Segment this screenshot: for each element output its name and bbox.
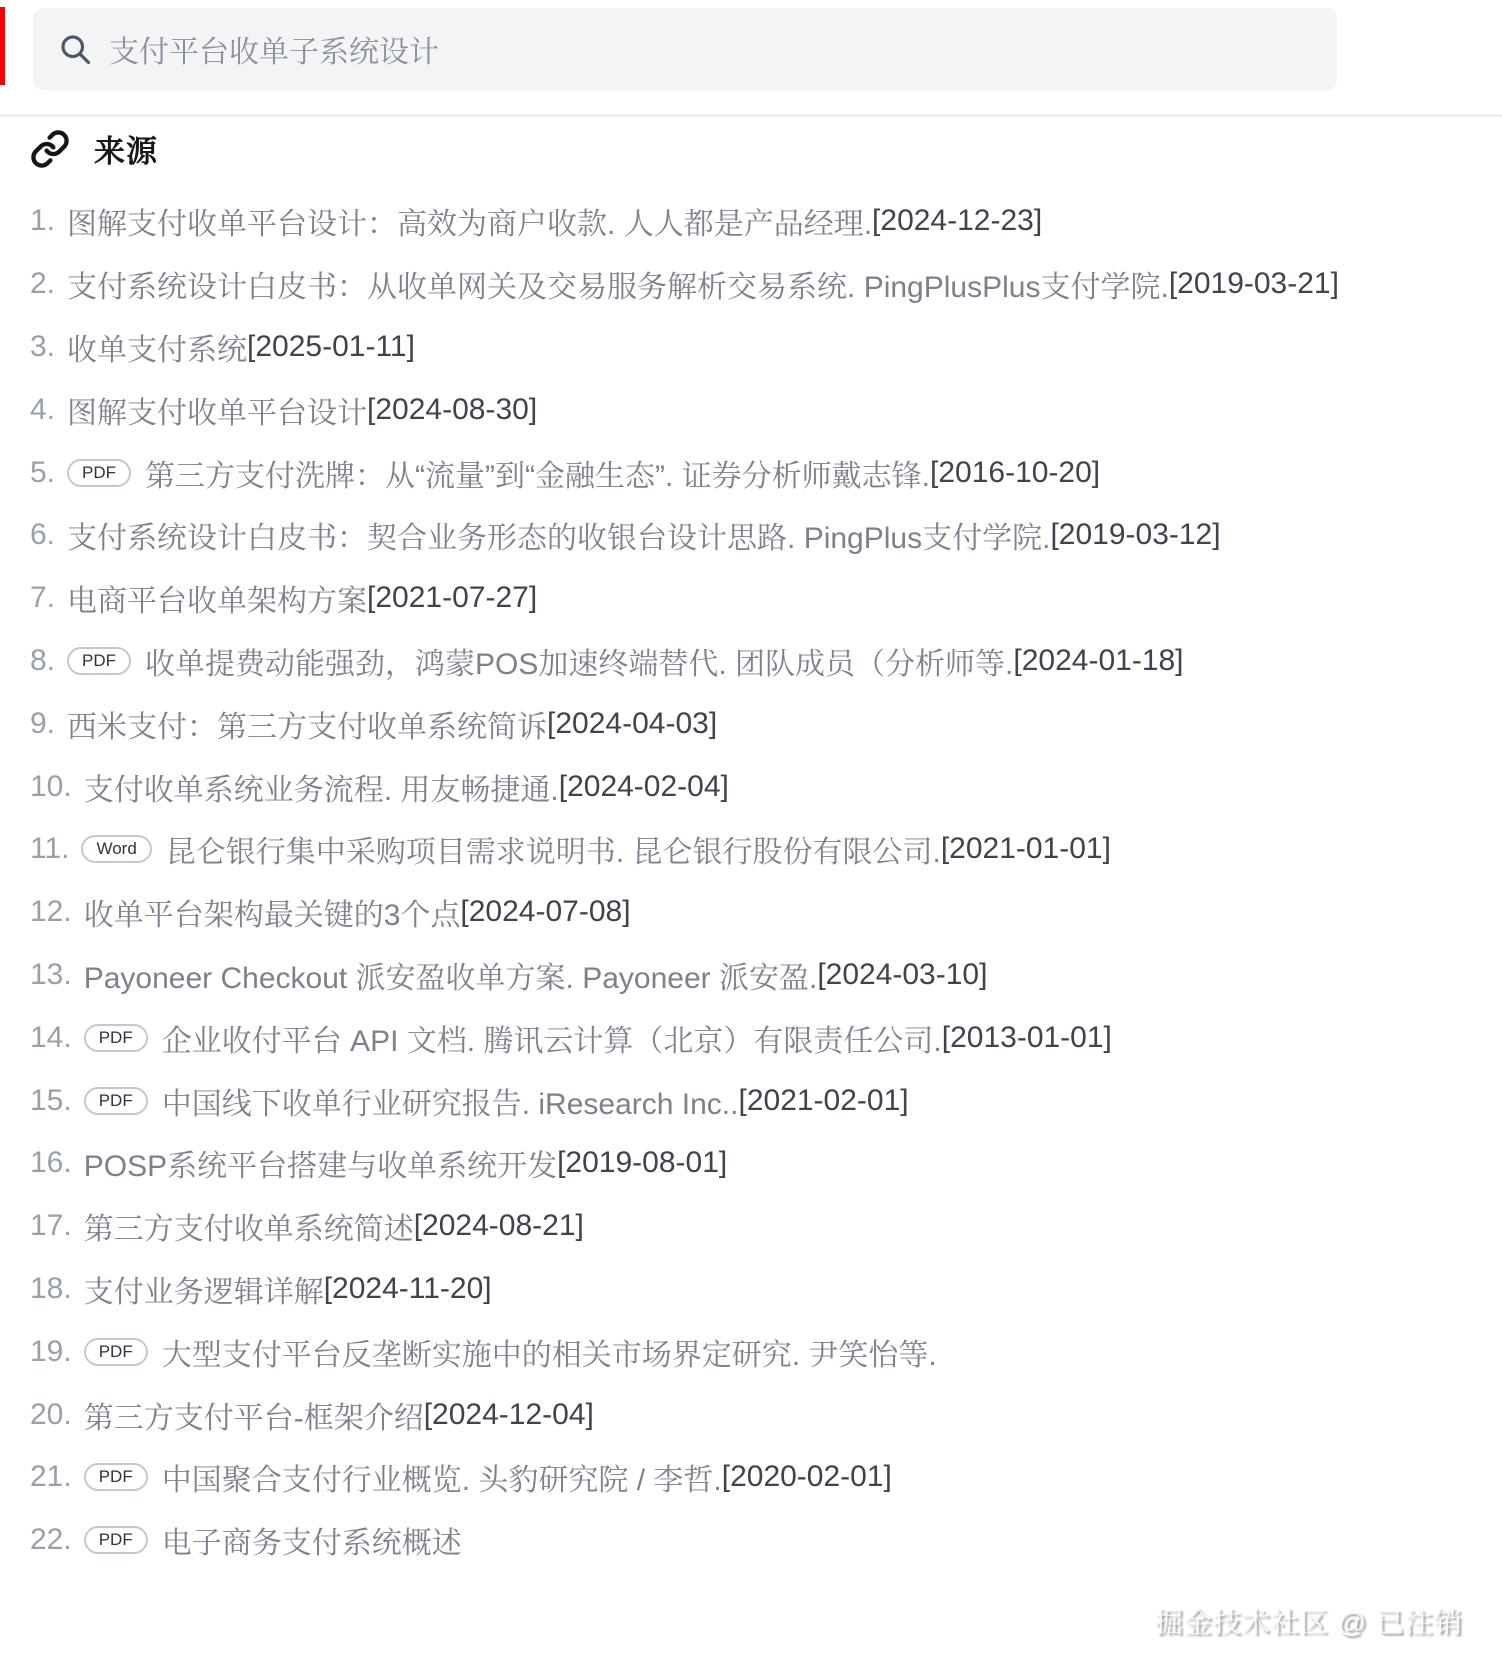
item-title-link[interactable]: 收单支付系统 — [67, 333, 248, 367]
item-number: 13. — [30, 957, 72, 991]
item-title-link[interactable]: 收单平台架构最关键的3个点 — [83, 899, 461, 933]
item-date: [2019-03-12] — [1050, 518, 1221, 552]
item-date: [2021-07-27] — [367, 581, 538, 615]
source-list-item[interactable] — [30, 1509, 1492, 1572]
item-date: [2016-10-20] — [930, 455, 1101, 489]
item-number: 3. — [30, 329, 56, 363]
doc-type-badge: PDF — [84, 1024, 148, 1052]
item-number: 19. — [30, 1334, 72, 1368]
item-title-link[interactable]: 支付系统设计白皮书：契合业务形态的收银台设计思路. PingPlus支付学院. — [67, 522, 1051, 556]
item-number: 8. — [30, 643, 56, 677]
item-title-link[interactable]: POSP系统平台搭建与收单系统开发 — [83, 1150, 558, 1184]
item-date: [2021-02-01] — [738, 1083, 909, 1117]
source-list-item[interactable] — [30, 755, 1492, 818]
item-title-link[interactable]: 电商平台收单架构方案 — [67, 585, 368, 619]
search-bar[interactable] — [33, 8, 1337, 90]
source-list-item[interactable] — [30, 1320, 1492, 1383]
source-list-item[interactable] — [30, 1195, 1492, 1258]
source-list-item[interactable] — [30, 441, 1492, 504]
source-list-item[interactable] — [30, 818, 1492, 881]
item-number: 7. — [30, 581, 56, 615]
item-number: 2. — [30, 267, 56, 301]
item-title-link[interactable]: 第三方支付洗牌：从“流量”到“金融生态”. 证券分析师戴志锋. — [145, 459, 930, 493]
item-date: [2021-01-01] — [940, 832, 1111, 866]
source-list — [30, 190, 1492, 1572]
header-divider — [0, 114, 1502, 117]
search-input[interactable] — [109, 32, 1313, 66]
item-number: 22. — [30, 1523, 72, 1557]
item-number: 5. — [30, 455, 56, 489]
item-date: [2020-02-01] — [721, 1460, 892, 1494]
item-title-link[interactable]: 支付业务逻辑详解 — [83, 1275, 324, 1309]
item-number: 16. — [30, 1146, 72, 1180]
item-date: [2024-04-03] — [547, 706, 718, 740]
source-list-item[interactable] — [30, 630, 1492, 693]
source-list-item[interactable] — [30, 944, 1492, 1007]
item-title-link[interactable]: 中国聚合支付行业概览. 头豹研究院 / 李哲. — [161, 1464, 722, 1498]
item-date: [2024-11-20] — [323, 1271, 492, 1305]
source-list-item[interactable] — [30, 1258, 1492, 1321]
sources-heading: 来源 — [94, 134, 158, 169]
item-title-link[interactable]: 西米支付：第三方支付收单系统简诉 — [67, 710, 548, 744]
source-list-item[interactable] — [30, 1132, 1492, 1195]
item-number: 20. — [30, 1397, 72, 1431]
item-date: [2025-01-11] — [247, 329, 415, 363]
item-title-link[interactable]: 支付系统设计白皮书：从收单网关及交易服务解析交易系统. PingPlusPlus支付学院. — [67, 271, 1169, 305]
item-title-link[interactable]: 中国线下收单行业研究报告. iResearch Inc.. — [161, 1087, 739, 1121]
item-date: [2024-03-10] — [817, 957, 988, 991]
item-title-link[interactable]: 电子商务支付系统概述 — [161, 1527, 462, 1561]
item-number: 6. — [30, 518, 56, 552]
item-date: [2024-08-30] — [367, 392, 538, 426]
item-number: 21. — [30, 1460, 72, 1494]
item-number: 12. — [30, 895, 72, 929]
source-list-item[interactable] — [30, 1446, 1492, 1509]
item-date: [2024-08-21] — [413, 1209, 584, 1243]
source-list-item[interactable] — [30, 504, 1492, 567]
source-list-item[interactable] — [30, 881, 1492, 944]
item-date: [2019-03-21] — [1168, 267, 1339, 301]
item-date: [2019-08-01] — [557, 1146, 728, 1180]
source-list-item[interactable] — [30, 1069, 1492, 1132]
watermark: 掘金技术社区 @ 已注销 — [1155, 1607, 1463, 1638]
item-date: [2024-07-08] — [460, 895, 631, 929]
doc-type-badge: PDF — [67, 459, 131, 487]
item-date: [2013-01-01] — [941, 1020, 1112, 1054]
doc-type-badge: PDF — [67, 647, 131, 675]
doc-type-badge: PDF — [84, 1087, 148, 1115]
item-title-link[interactable]: 第三方支付平台-框架介绍 — [83, 1401, 424, 1435]
link-icon — [30, 129, 70, 169]
item-title-link[interactable]: 昆仑银行集中采购项目需求说明书. 昆仑银行股份有限公司. — [165, 836, 941, 870]
item-title-link[interactable]: 收单提费动能强劲，鸿蒙POS加速终端替代. 团队成员（分析师等. — [145, 647, 1014, 681]
doc-type-badge: PDF — [84, 1463, 148, 1491]
item-date: [2024-01-18] — [1013, 643, 1184, 677]
item-number: 17. — [30, 1209, 72, 1243]
source-list-item[interactable] — [30, 316, 1492, 379]
item-date: [2024-12-04] — [423, 1397, 594, 1431]
doc-type-badge: PDF — [84, 1338, 148, 1366]
source-list-item[interactable] — [30, 190, 1492, 253]
source-list-item[interactable] — [30, 567, 1492, 630]
item-title-link[interactable]: 第三方支付收单系统简述 — [83, 1213, 414, 1247]
source-list-item[interactable] — [30, 253, 1492, 316]
item-date: [2024-12-23] — [872, 204, 1043, 238]
item-number: 4. — [30, 392, 56, 426]
item-title-link[interactable]: 支付收单系统业务流程. 用友畅捷通. — [83, 773, 559, 807]
search-icon — [57, 31, 93, 67]
source-list-item[interactable] — [30, 378, 1492, 441]
item-title-link[interactable]: 企业收付平台 API 文档. 腾讯云计算（北京）有限责任公司. — [161, 1024, 942, 1058]
item-number: 18. — [30, 1271, 72, 1305]
source-list-item[interactable] — [30, 1383, 1492, 1446]
item-number: 11. — [30, 832, 70, 866]
item-number: 10. — [30, 769, 72, 803]
doc-type-badge: Word — [81, 835, 151, 863]
source-list-item[interactable] — [30, 692, 1492, 755]
item-number: 1. — [30, 204, 56, 238]
item-title-link[interactable]: 大型支付平台反垄断实施中的相关市场界定研究. 尹笑怡等. — [161, 1338, 937, 1372]
item-number: 15. — [30, 1083, 72, 1117]
source-list-item[interactable] — [30, 1006, 1492, 1069]
item-number: 14. — [30, 1020, 72, 1054]
item-title-link[interactable]: Payoneer Checkout 派安盈收单方案. Payoneer 派安盈. — [83, 961, 818, 995]
item-title-link[interactable]: 图解支付收单平台设计 — [67, 396, 368, 430]
left-edge-accent-bar — [0, 7, 5, 85]
item-number: 9. — [30, 706, 56, 740]
item-title-link[interactable]: 图解支付收单平台设计：高效为商户收款. 人人都是产品经理. — [67, 208, 873, 242]
doc-type-badge: PDF — [84, 1526, 148, 1554]
item-date: [2024-02-04] — [558, 769, 729, 803]
sources-header — [30, 126, 158, 171]
